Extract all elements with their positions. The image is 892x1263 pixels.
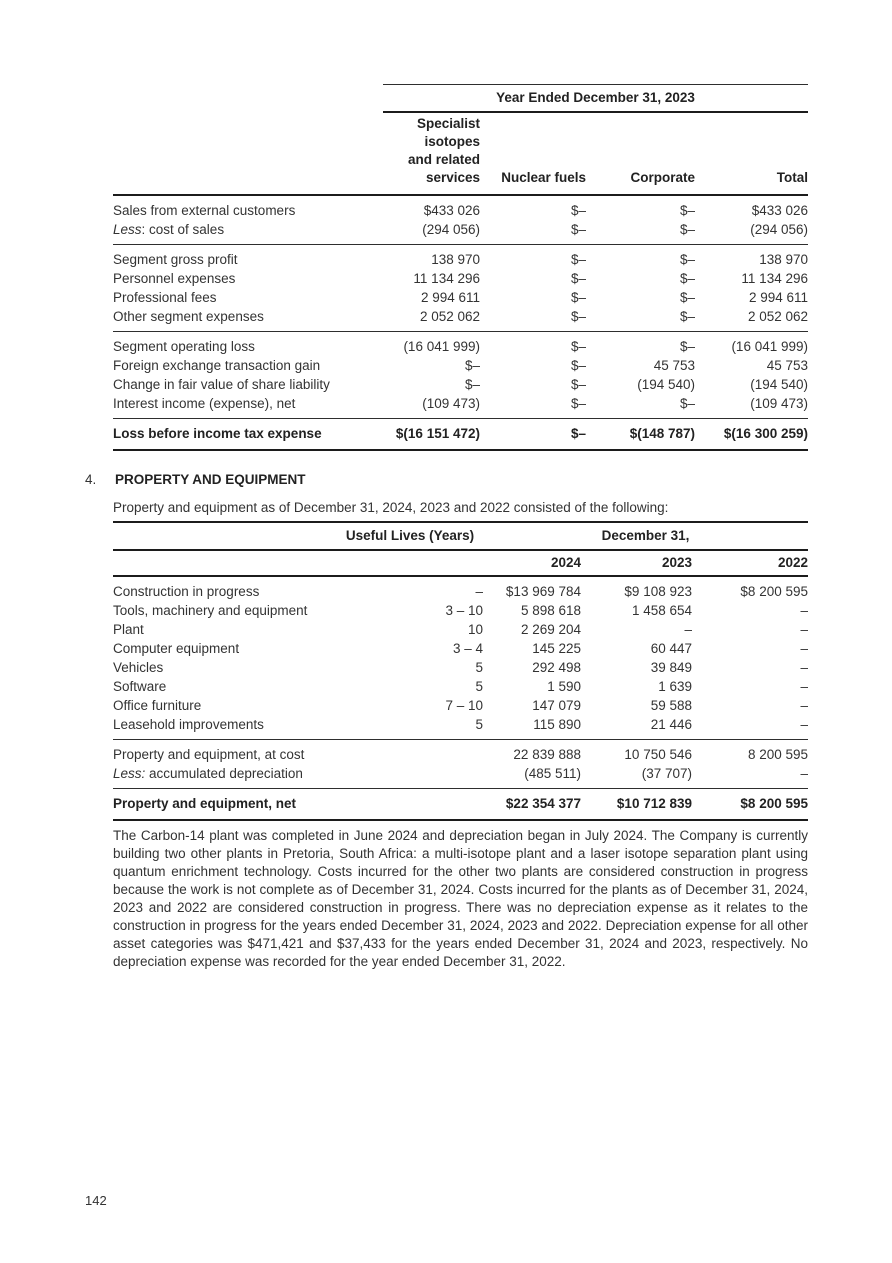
column-header-row (113, 115, 808, 194)
row-label (113, 201, 383, 220)
column-header-2022: 2022 (777, 555, 808, 570)
table-row (113, 337, 808, 356)
table-row (113, 220, 808, 239)
cell-value: $– (679, 203, 695, 218)
row-label (113, 764, 337, 783)
row-label-text: : cost of sales (141, 222, 225, 237)
cell-value: (16 041 999) (403, 339, 480, 354)
cell-value: $– (679, 271, 695, 286)
row-label-prefix: Less (113, 222, 142, 237)
cell-value: $– (679, 252, 695, 267)
table-row (113, 658, 808, 677)
cell-value: 8 200 595 (747, 747, 808, 762)
row-label (113, 696, 337, 715)
cell-value: 1 590 (547, 679, 581, 694)
cell-value: $– (570, 203, 586, 218)
cell-value: 292 498 (532, 660, 581, 675)
row-label (113, 658, 337, 677)
cell-value: (109 473) (750, 396, 808, 411)
cell-value: (16 041 999) (731, 339, 808, 354)
cell-value: 11 134 296 (413, 271, 480, 286)
cell-value: 5 (475, 679, 483, 694)
cell-value: (294 056) (750, 222, 808, 237)
cell-value (337, 794, 483, 813)
row-label-prefix: Less: (113, 766, 146, 781)
cell-value: 59 588 (650, 698, 692, 713)
cell-value: 2 994 611 (420, 290, 480, 305)
row-label (113, 620, 337, 639)
cell-value: – (800, 622, 808, 637)
cell-value: – (800, 660, 808, 675)
segment-table-body (113, 196, 808, 451)
cell-value: 1 458 654 (631, 603, 692, 618)
cell-value: 39 849 (650, 660, 692, 675)
cell-value: $– (679, 339, 695, 354)
row-label (113, 582, 337, 601)
row-group (113, 577, 808, 739)
cell-value: $– (570, 271, 586, 286)
row-label-text: Sales from external customers (113, 203, 296, 218)
period-header-block (383, 84, 808, 113)
cell-value: 10 (467, 622, 483, 637)
cell-value: $22 354 377 (505, 796, 581, 811)
row-group (113, 196, 808, 244)
cell-value (337, 764, 483, 783)
section-heading (85, 472, 306, 488)
row-label (113, 745, 337, 764)
table-row (113, 375, 808, 394)
row-label-text: Professional fees (113, 290, 217, 305)
cell-value: 7 – 10 (445, 698, 483, 713)
column-header-line: Specialist (416, 116, 480, 131)
cell-value: $9 108 923 (624, 584, 692, 599)
column-header-specialist-isotopes (383, 115, 480, 187)
cell-value: 45 753 (766, 358, 808, 373)
cell-value: 22 839 888 (513, 747, 581, 762)
column-header-line: isotopes (424, 134, 480, 149)
cell-value: 11 134 296 (741, 271, 808, 286)
cell-value: $– (570, 252, 586, 267)
row-label-text: Segment gross profit (113, 252, 238, 267)
table-row (113, 288, 808, 307)
table-row (113, 794, 808, 813)
cell-value: 115 890 (533, 717, 581, 732)
row-label-text: Segment operating loss (113, 339, 255, 354)
rule (113, 449, 808, 451)
cell-value: 45 753 (653, 358, 695, 373)
property-header-row (113, 523, 808, 549)
period-header: Year Ended December 31, 2023 (496, 90, 695, 105)
cell-value: $– (679, 309, 695, 324)
cell-value: 2 052 062 (419, 309, 480, 324)
cell-value: (194 540) (750, 377, 808, 392)
cell-value: – (800, 717, 808, 732)
table-row (113, 601, 808, 620)
row-label (113, 424, 383, 443)
cell-value: 5 (475, 717, 483, 732)
cell-value: $– (570, 426, 586, 441)
column-header-corporate: Corporate (630, 170, 695, 185)
row-label-text: Foreign exchange transaction gain (113, 358, 321, 373)
cell-value: (194 540) (637, 377, 695, 392)
cell-value: – (800, 641, 808, 656)
cell-value: 21 446 (650, 717, 692, 732)
property-table-body (113, 577, 808, 821)
table-row (113, 715, 808, 734)
cell-value: $13 969 784 (505, 584, 581, 599)
table-row (113, 307, 808, 326)
row-label-text: Software (113, 679, 167, 694)
row-label (113, 288, 383, 307)
row-label (113, 639, 337, 658)
cell-value: (109 473) (422, 396, 480, 411)
cell-value: (37 707) (641, 766, 692, 781)
cell-value: 3 – 4 (452, 641, 483, 656)
row-label (113, 307, 383, 326)
row-label-text: Loss before income tax expense (113, 426, 322, 441)
cell-value: $– (570, 396, 586, 411)
column-header-useful-lives: Useful Lives (Years) (345, 528, 475, 543)
cell-value: $– (570, 377, 586, 392)
rule (113, 819, 808, 821)
cell-value: (294 056) (422, 222, 480, 237)
cell-value: – (800, 698, 808, 713)
cell-value: 145 225 (532, 641, 581, 656)
row-label (113, 794, 337, 813)
cell-value: – (800, 679, 808, 694)
row-label-text: Vehicles (113, 660, 164, 675)
year-header-row (113, 551, 808, 575)
row-label (113, 337, 383, 356)
column-header-december-31: December 31, (601, 528, 690, 543)
page-number: 142 (85, 1193, 107, 1208)
row-label (113, 677, 337, 696)
row-label-text: Other segment expenses (113, 309, 264, 324)
table-row (113, 677, 808, 696)
cell-value: 60 447 (650, 641, 692, 656)
cell-value: 5 898 618 (520, 603, 581, 618)
row-label-text: Computer equipment (113, 641, 240, 656)
table-row (113, 764, 808, 783)
cell-value: 138 970 (431, 252, 480, 267)
cell-value: $10 712 839 (616, 796, 692, 811)
section-intro: Property and equipment as of December 31, 2024, 2023 and 2022 consisted of the following: (113, 500, 669, 515)
row-label (113, 601, 337, 620)
body-paragraph: The Carbon-14 plant was completed in June 2024 and depreciation began in July 2024. The Company is currently building two other plants in Pretoria, South Africa: a multi-isotope plant and a laser isotope separation plant using quantum enrichment technology. Costs incurred for the other two plants are considered construction in progress because the work is not complete as of December 31, 2024. Costs incurred for the plants as of December 31, 2024, 2023 and 2022 are considered construction in progress. There was no depreciation expense as it relates to the construction in progress for the years ended December 31, 2024, 2023 and 2022. Depreciation expense for all other asset categories was $471,421 and $37,433 for the years ended December 31, 2024 and 2023, respectively. No depreciation expense was recorded for the year ended December 31, 2022. (113, 828, 808, 969)
total-row-wrap (113, 789, 808, 819)
cell-value: – (684, 622, 692, 637)
cell-value: $(16 300 259) (723, 426, 808, 441)
cell-value: $– (464, 377, 480, 392)
row-label (113, 375, 383, 394)
row-label (113, 220, 383, 239)
table-row (113, 250, 808, 269)
section-title: PROPERTY AND EQUIPMENT (115, 472, 306, 487)
cell-value: – (475, 584, 483, 599)
table-row (113, 639, 808, 658)
row-label (113, 356, 383, 375)
row-label (113, 394, 383, 413)
table-row (113, 582, 808, 601)
row-label-text: accumulated depreciation (145, 766, 303, 781)
table-row (113, 356, 808, 375)
table-row (113, 424, 808, 443)
cell-value: $(148 787) (629, 426, 695, 441)
total-row-wrap (113, 419, 808, 449)
section-number: 4. (85, 472, 97, 487)
cell-value: $8 200 595 (740, 584, 808, 599)
cell-value: – (800, 766, 808, 781)
column-header-2024: 2024 (550, 555, 581, 570)
row-label-text: Leasehold improvements (113, 717, 264, 732)
table-row (113, 696, 808, 715)
cell-value: 10 750 546 (624, 747, 692, 762)
cell-value (337, 745, 483, 764)
cell-value: $433 026 (423, 203, 480, 218)
column-header-line: and related (407, 152, 480, 167)
row-label (113, 269, 383, 288)
row-label (113, 250, 383, 269)
cell-value: 1 639 (658, 679, 692, 694)
cell-value: 147 079 (532, 698, 581, 713)
cell-value: $– (679, 290, 695, 305)
cell-value: $– (570, 309, 586, 324)
column-header-line: services (425, 170, 480, 185)
column-header-nuclear-fuels: Nuclear fuels (501, 170, 586, 185)
cell-value: 5 (475, 660, 483, 675)
row-label-text: Change in fair value of share liability (113, 377, 330, 392)
table-row (113, 745, 808, 764)
row-group (113, 332, 808, 418)
cell-value: $– (679, 396, 695, 411)
cell-value: – (800, 603, 808, 618)
row-label-text: Office furniture (113, 698, 202, 713)
row-label-text: Property and equipment, net (113, 796, 297, 811)
row-label (113, 715, 337, 734)
cell-value: 2 994 611 (748, 290, 808, 305)
cell-value: $433 026 (751, 203, 808, 218)
table-row (113, 269, 808, 288)
row-group (113, 740, 808, 788)
row-label-text: Personnel expenses (113, 271, 236, 286)
row-group (113, 245, 808, 331)
cell-value: 2 052 062 (747, 309, 808, 324)
cell-value: $– (570, 339, 586, 354)
cell-value: 2 269 204 (520, 622, 581, 637)
segment-table (113, 84, 808, 451)
row-label-text: Construction in progress (113, 584, 260, 599)
column-header-2023: 2023 (661, 555, 692, 570)
rule (383, 111, 808, 113)
table-row (113, 620, 808, 639)
cell-value: $– (570, 358, 586, 373)
cell-value: $– (570, 222, 586, 237)
cell-value: $(16 151 472) (395, 426, 480, 441)
cell-value: $– (464, 358, 480, 373)
table-row (113, 201, 808, 220)
cell-value: $– (679, 222, 695, 237)
cell-value: $8 200 595 (740, 796, 808, 811)
cell-value: 3 – 10 (445, 603, 483, 618)
property-table (113, 521, 808, 821)
table-row (113, 394, 808, 413)
cell-value: 138 970 (759, 252, 808, 267)
row-label-text: Tools, machinery and equipment (113, 603, 308, 618)
cell-value: $– (570, 290, 586, 305)
row-label-text: Plant (113, 622, 144, 637)
row-label-text: Property and equipment, at cost (113, 747, 305, 762)
cell-value: (485 511) (524, 766, 581, 781)
row-label-text: Interest income (expense), net (113, 396, 296, 411)
column-header-total: Total (776, 170, 808, 185)
